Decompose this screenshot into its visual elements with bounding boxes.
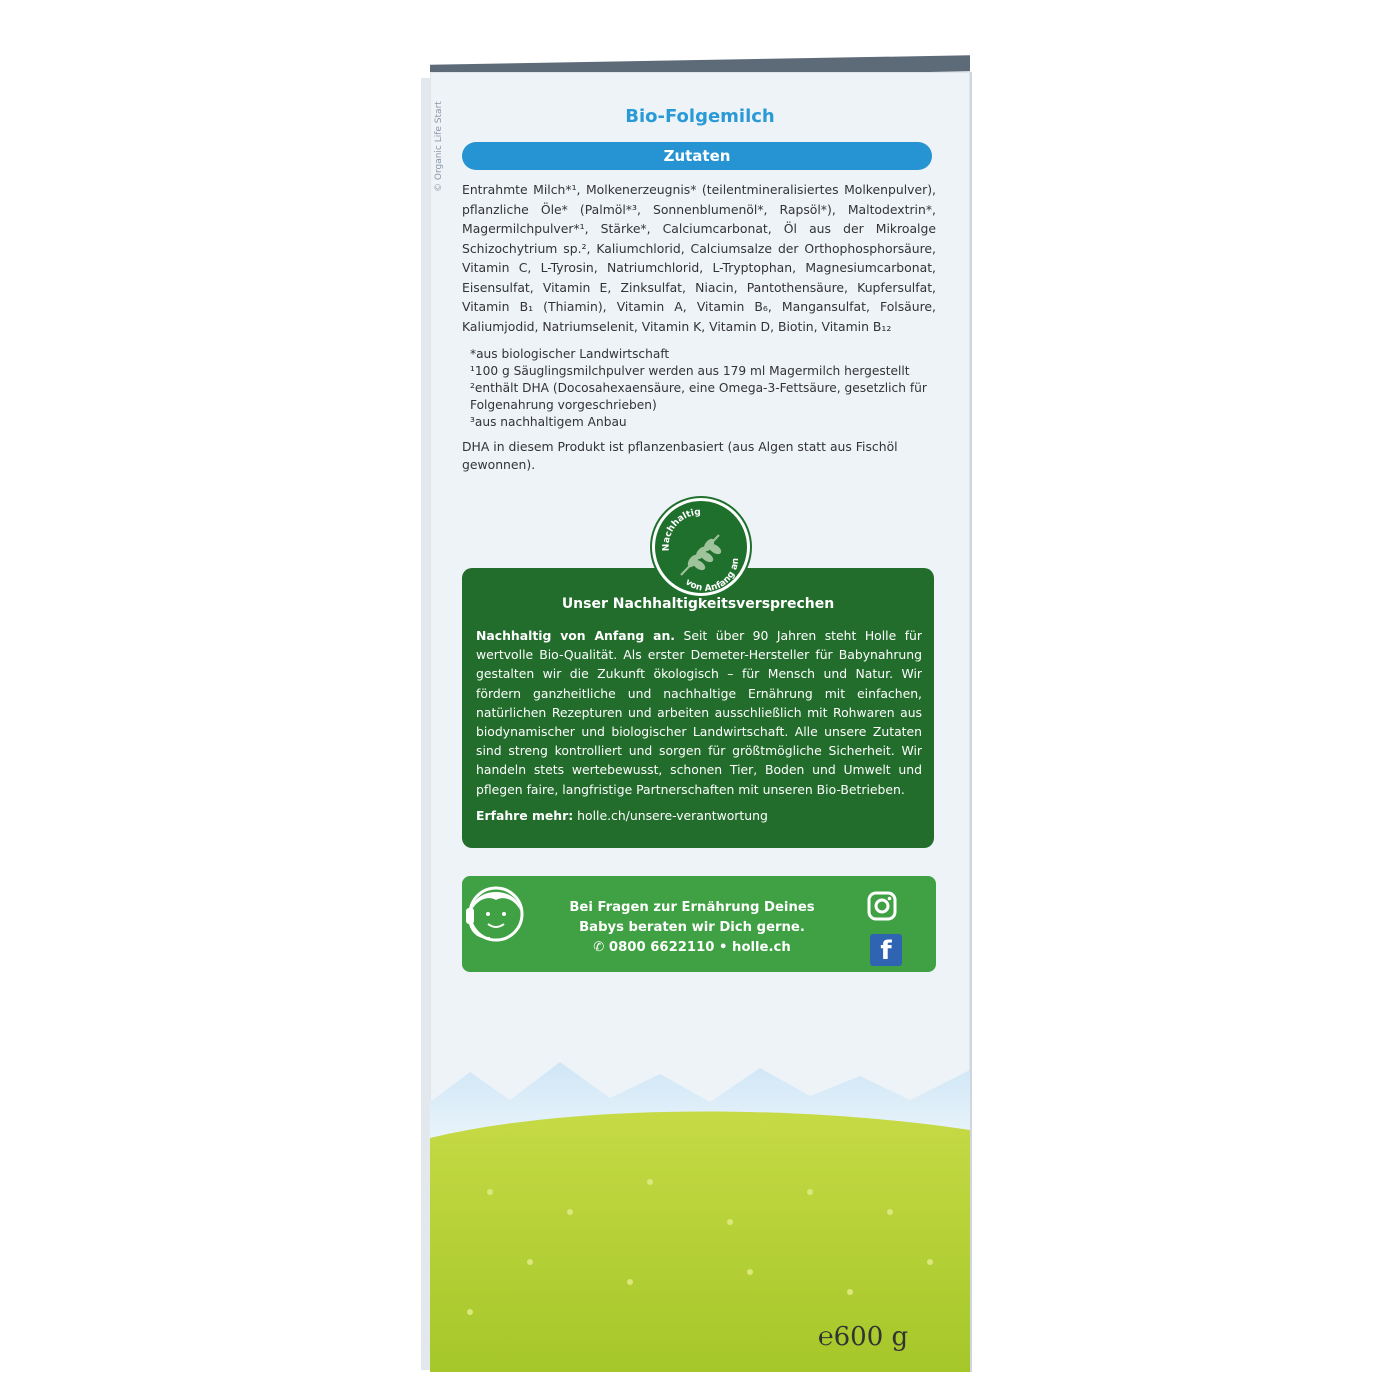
sustainability-box [462,568,934,848]
product-title: Bio-Folgemilch [625,106,775,127]
side-label-top: © Organic Life Start [434,101,444,192]
contact-line-3 [562,938,822,958]
link-label: Erfahre mehr: [476,808,574,823]
svg-text:Nachhaltig [662,507,702,551]
footnotes [462,346,936,431]
ingredients-list [462,180,936,336]
contact-text [562,898,822,958]
footnote-organic: *aus biologischer Landwirtschaft [470,347,670,361]
ingredients-header: Zutaten [462,142,932,170]
contact-line-2: Babys beraten wir Dich gerne. [579,920,805,935]
sustainability-title: Unser Nachhaltigkeitsversprechen [561,596,835,612]
support-agent-icon [456,868,536,958]
instagram-icon [866,890,898,922]
sustainability-text [476,626,922,799]
contact-line-1: Bei Fragen zur Ernährung Deines [569,900,815,915]
weight-value: 600 g [833,1322,909,1352]
phone-icon: ✆ [593,940,609,955]
badge-bottom-text: von Anfang an [683,557,742,593]
link-url: holle.ch/unsere-verantwortung [577,808,768,823]
dha-note: DHA in diesem Produkt ist pflanzenbasiert (aus Algen statt aus Fischöl gewonnen). [462,439,898,472]
sustainability-link [476,808,768,823]
ingredients-text: Entrahmte Milch*¹, Molkenerzeugnis* (teilentmineralisiertes Molkenpulver), pflanzliche Öle* (Palmöl*³, Sonnenblumenöl*, Rapsöl*), Maltodextrin*, Magermilchpulver*¹, Stärke*, Calciumcarbonat, Öl aus der Mikroalge Schizochytrium sp.², Kaliumchlorid, Calciumsalze der Orthophosphorsäure, Vitamin C, L-Tyrosin, Natriumchlorid, L-Tryptophan, Magnesiumcarbonat, Eisensulfat, Vitamin E, Zinksulfat, Niacin, Pantothensäure, Kupfersulfat, Vitamin B₁ (Thiamin), Vitamin A, Vitamin B₆, Mangansulfat, Folsäure, Kaliumjodid, Natriumselenit, Vitamin K, Vitamin D, Biotin, Vitamin B₁₂ [462,182,936,334]
estimated-sign: ℮ [818,1322,834,1352]
footnote-3: ³aus nachhaltigem Anbau [470,415,627,429]
footnote-1: ¹100 g Säuglingsmilchpulver werden aus 179 ml Magermilch hergestellt [470,364,910,378]
contact-phone: 0800 6622110 • holle.ch [608,940,791,955]
sustainability-badge [652,498,750,596]
sustainability-lead: Nachhaltig von Anfang an. [476,628,676,643]
facebook-icon: f [870,934,902,966]
sustainability-body: Seit über 90 Jahren steht Holle für wertvolle Bio-Qualität. Als erster Demeter-Hersteller für Babynahrung gestalten wir die Zukunft ökologisch – für Mensch und Natur. Wir fördern ganzheitliche und nachhaltige Ernährung mit einfachen, natürlichen Rezepturen und arbeiten ausschließlich mit Rohwaren aus biodynamischer und biologischer Landwirtschaft. Alle unsere Zutaten sind streng kontrolliert und sorgen für größtmögliche Sicherheit. Wir handeln stets wertebewusst, schonen Tier, Boden und Umwelt und pflegen faire, langfristige Partnerschaften mit unseren Bio-Betrieben. [476,628,922,797]
contact-box [462,876,936,972]
badge-top-text: Nachhaltig [661,507,702,552]
footnote-2: ²enthält DHA (Docosahexaensäure, eine Omega-3-Fettsäure, gesetzlich für Folgenahrung vorgeschrieben) [470,381,927,412]
net-weight [818,1322,908,1352]
product-box-back [430,72,970,1372]
wheat-icon [655,501,747,593]
